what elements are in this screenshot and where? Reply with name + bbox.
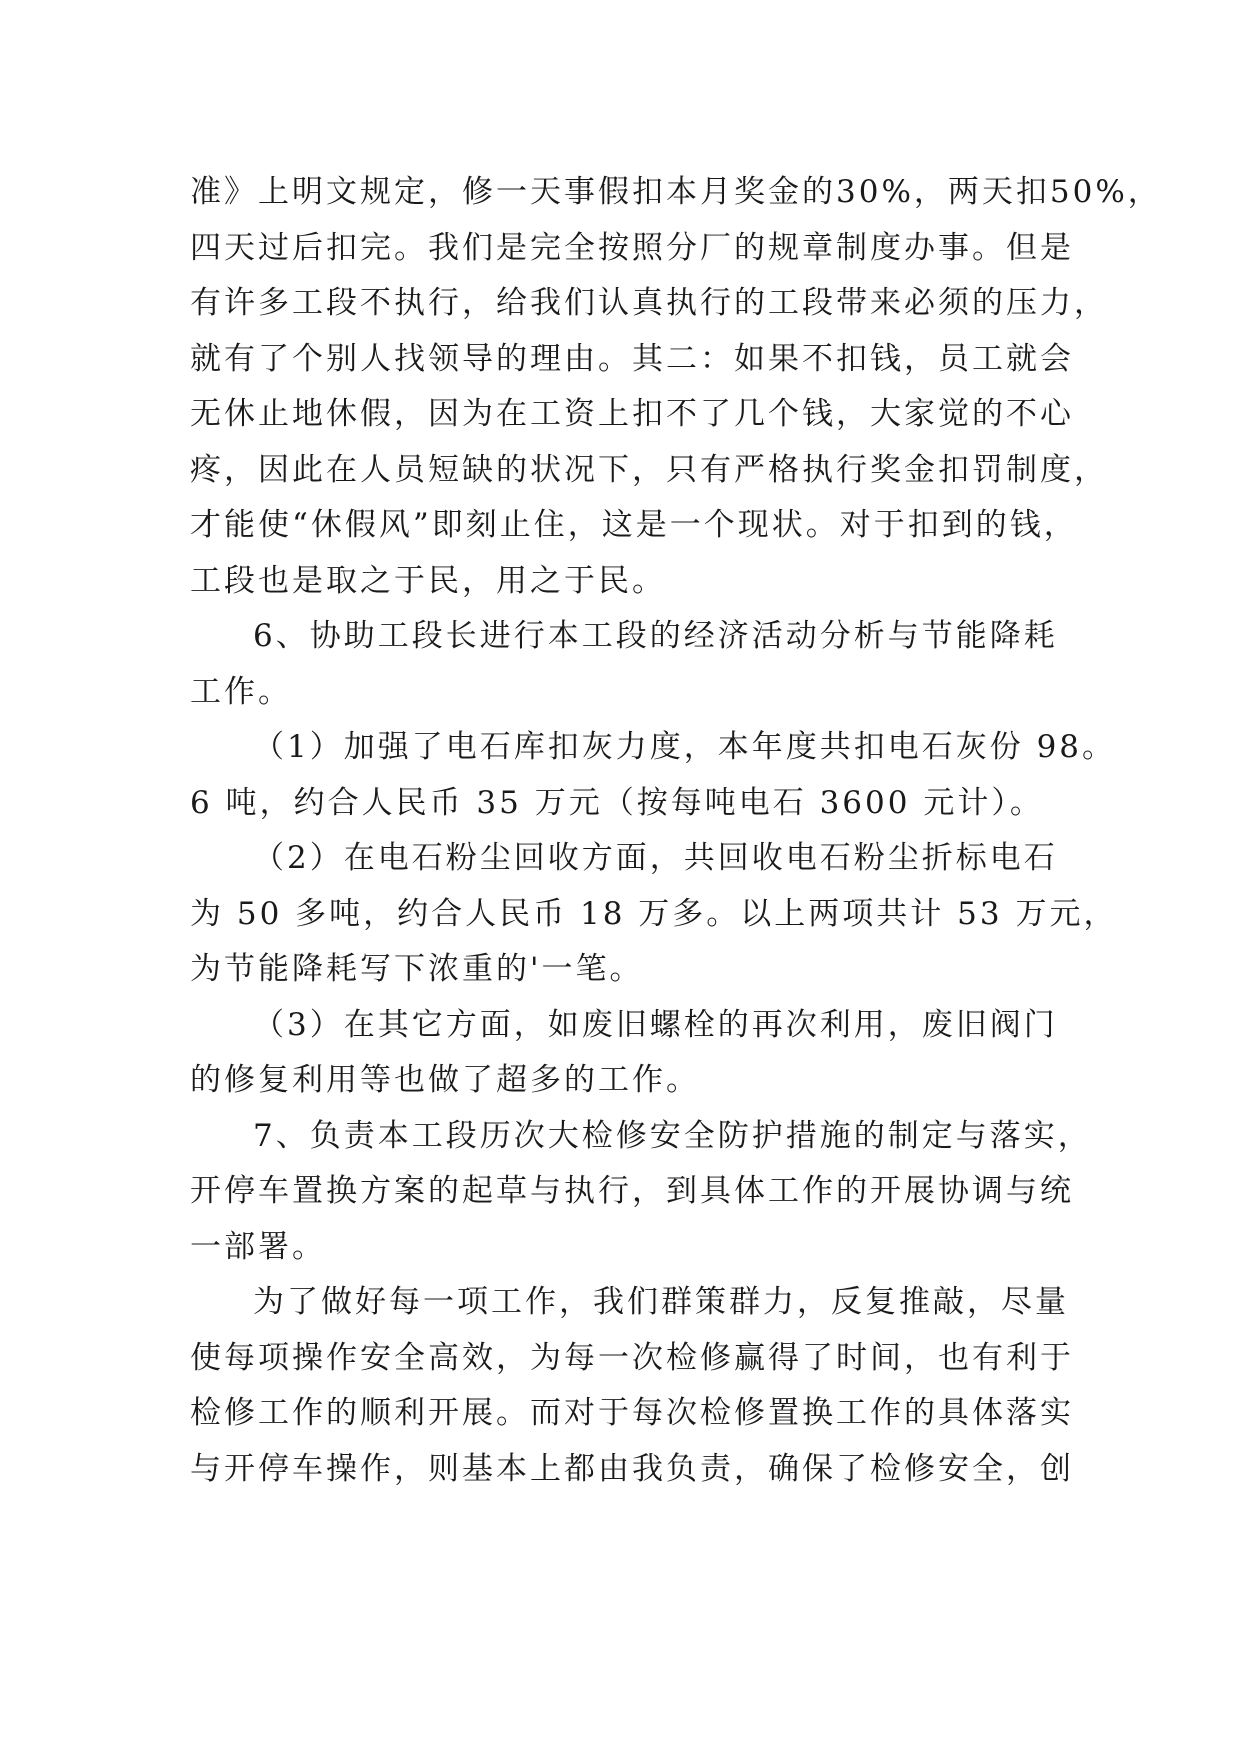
list-item-line: （2）在电石粉尘回收方面，共回收电石粉尘折标电石 xyxy=(253,840,1058,876)
text-line: 无休止地休假，因为在工资上扣不了几个钱，大家觉的不心 xyxy=(190,396,1074,432)
paragraph-first-line: 为了做好每一项工作，我们群策群力，反复推敲，尽量 xyxy=(253,1284,1069,1320)
text-line: 与开停车操作，则基本上都由我负责，确保了检修安全，创 xyxy=(190,1451,1074,1487)
text-line: 工段也是取之于民，用之于民。 xyxy=(190,563,666,599)
paragraph-heading-line: 6、协助工段长进行本工段的经济活动分析与节能降耗 xyxy=(253,618,1058,654)
text-line: 使每项操作安全高效，为每一次检修赢得了时间，也有利于 xyxy=(190,1340,1074,1376)
list-item-line: （3）在其它方面，如废旧螺栓的再次利用，废旧阀门 xyxy=(253,1007,1058,1043)
text-line: 有许多工段不执行，给我们认真执行的工段带来必须的压力， xyxy=(190,285,1108,321)
text-line: 为节能降耗写下浓重的'一笔。 xyxy=(190,951,644,987)
text-line: 为 50 多吨，约合人民币 18 万多。以上两项共计 53 万元， xyxy=(190,896,1118,932)
text-line: 一部署。 xyxy=(190,1229,326,1265)
list-item-line: （1）加强了电石库扣灰力度，本年度共扣电石灰份 98。 xyxy=(253,729,1117,765)
text-line: 就有了个别人找领导的理由。其二：如果不扣钱，员工就会 xyxy=(190,341,1074,377)
text-line: 才能使“休假风”即刻止住，这是一个现状。对于扣到的钱， xyxy=(190,507,1078,543)
text-line: 开停车置换方案的起草与执行，到具体工作的开展协调与统 xyxy=(190,1173,1074,1209)
text-line: 四天过后扣完。我们是完全按照分厂的规章制度办事。但是 xyxy=(190,230,1074,266)
text-line: 检修工作的顺利开展。而对于每次检修置换工作的具体落实 xyxy=(190,1395,1074,1431)
text-line: 工作。 xyxy=(190,674,292,710)
text-line: 6 吨，约合人民币 35 万元（按每吨电石 3600 元计）。 xyxy=(190,785,1044,821)
text-line: 疼，因此在人员短缺的状况下，只有严格执行奖金扣罚制度， xyxy=(190,452,1108,488)
text-line: 准》上明文规定，修一天事假扣本月奖金的30%，两天扣50%， xyxy=(190,174,1162,210)
paragraph-heading-line: 7、负责本工段历次大检修安全防护措施的制定与落实， xyxy=(253,1118,1092,1154)
text-line: 的修复利用等也做了超多的工作。 xyxy=(190,1062,700,1098)
